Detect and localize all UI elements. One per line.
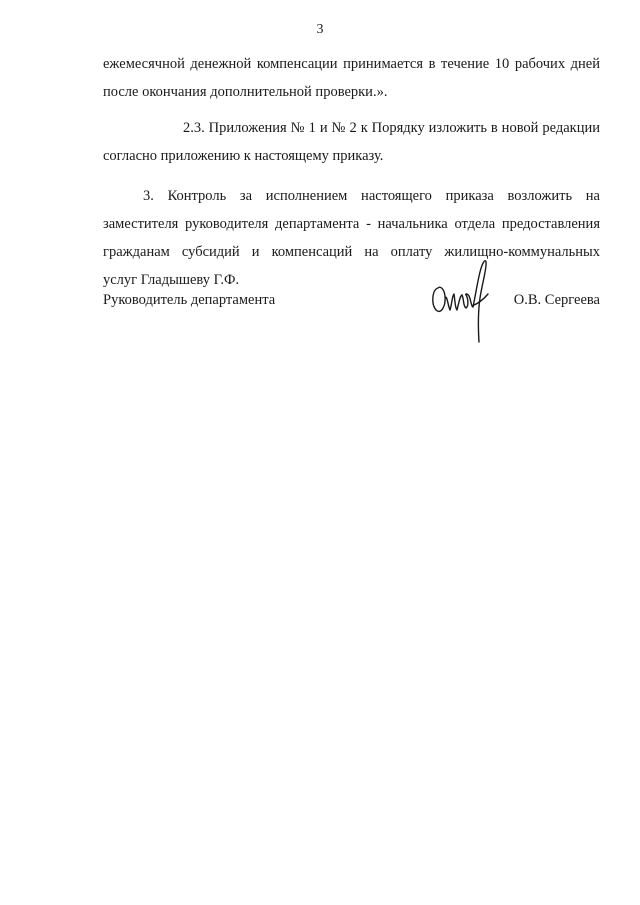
paragraph-compensation-continuation — [103, 50, 600, 106]
text-line: 3. Контроль за исполнением настоящего приказа возложить на — [143, 188, 600, 204]
text-line: после окончания дополнительной проверки.». — [103, 84, 388, 100]
paragraph-2-3 — [103, 114, 600, 170]
text-line: 2.3. Приложения № 1 и № 2 к Порядку изложить в новой редакции — [183, 120, 600, 136]
text-line: услуг Гладышеву Г.Ф. — [103, 272, 240, 288]
text-line: гражданам субсидий и компенсаций на оплату жилищно-коммунальных — [103, 244, 600, 260]
handwritten-signature — [428, 254, 494, 346]
signature-block — [103, 286, 600, 346]
paragraph-3-control — [103, 182, 600, 294]
document-body — [103, 50, 600, 294]
signatory-name: О.В. Сергеева — [513, 292, 600, 308]
text-line: заместителя руководителя департамента - начальника отдела предоставления — [103, 216, 600, 232]
page-number: 3 — [316, 22, 324, 37]
text-line: согласно приложению к настоящему приказу. — [103, 148, 384, 164]
signatory-title: Руководитель департамента — [103, 292, 276, 308]
text-line: ежемесячной денежной компенсации принимается в течение 10 рабочих дней — [103, 56, 600, 72]
